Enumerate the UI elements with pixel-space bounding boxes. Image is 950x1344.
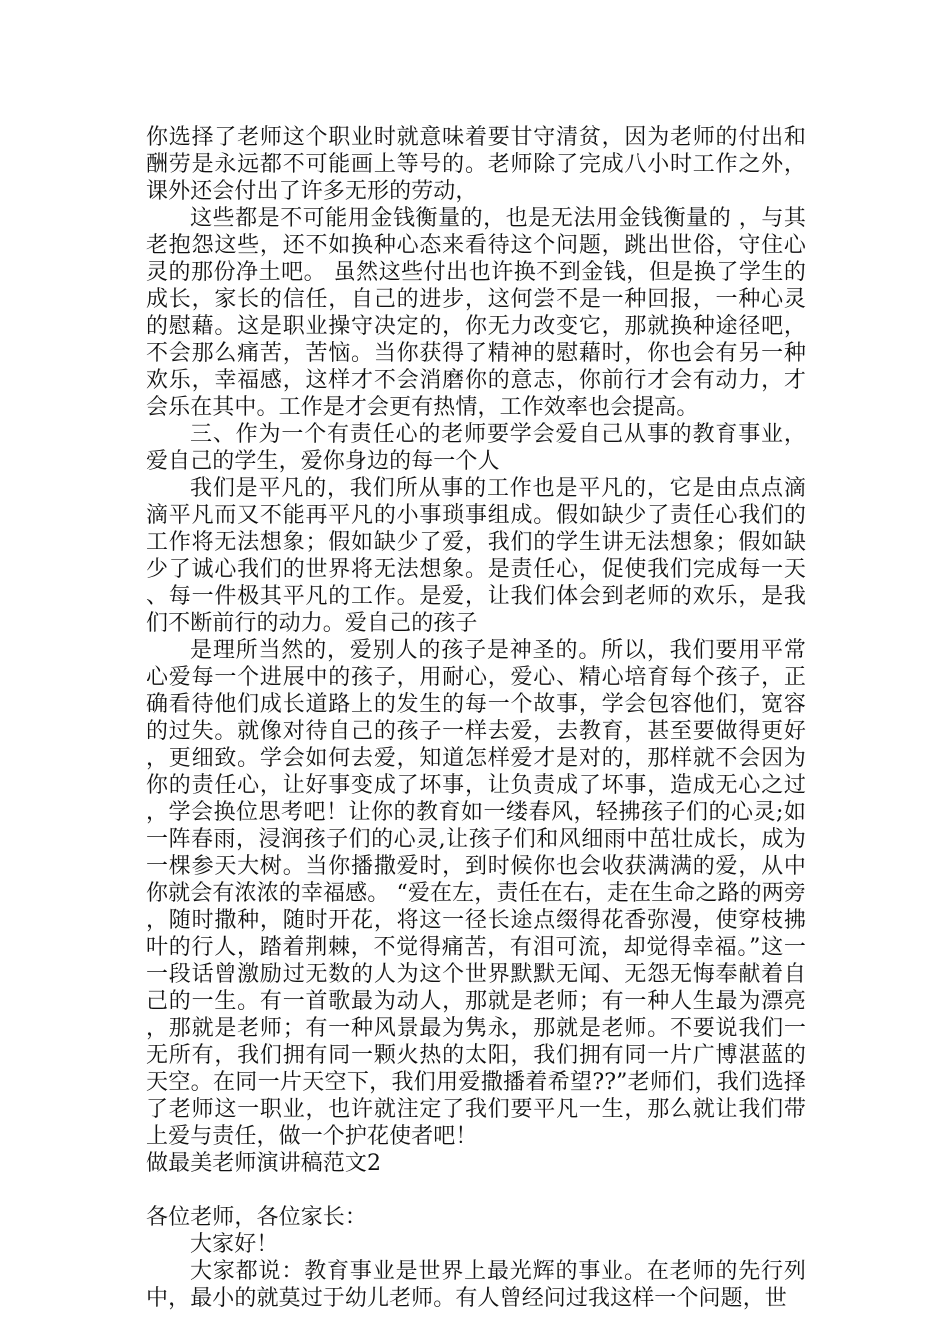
blank-line <box>146 1177 806 1204</box>
paragraph-5: 是理所当然的，爱别人的孩子是神圣的。所以，我们要用平常心爱每一个进展中的孩子，用耐心，爱心、精心培育每个孩子，正确看待他们成长道路上的发生的每一个故事，学会包容他们，宽容的过失。就像对待自己的孩子一样去爱，去教育，甚至要做得更好，更细致。学会如何去爱，知道怎样爱才是对的，那样就不会因为你的责任心，让好事变成了坏事，让负责成了坏事，造成无心之过，学会换位思考吧！让你的教育如一缕春风，轻拂孩子们的心灵;如一阵春雨，浸润孩子们的心灵,让孩子们和风细雨中茁壮成长，成为一棵参天大树。当你播撒爱时，到时候你也会收获满满的爱，从中你就会有浓浓的幸福感。 “爱在左，责任在右，走在生命之路的两旁，随时撒种，随时开花，将这一径长途点缀得花香弥漫，使穿枝拂叶的行人，踏着荆棘，不觉得痛苦，有泪可流，却觉得幸福。”这一一段话曾激励过无数的人为这个世界默默无闻、无怨无悔奉献着自己的一生。有一首歌最为动人，那就是老师；有一种人生最为漂亮，那就是老师；有一种风景最为隽永，那就是老师。不要说我们一无所有，我们拥有同一颗火热的太阳，我们拥有同一片广博湛蓝的天空。在同一片天空下，我们用爱撒播着希望??”老师们，我们选择了老师这一职业，也许就注定了我们要平凡一生，那么就让我们带上爱与责任，做一个护花使者吧！ <box>146 638 806 1149</box>
paragraph-1: 你选择了老师这个职业时就意味着要甘守清贫，因为老师的付出和酬劳是永远都不可能画上等号的。老师除了完成八小时工作之外，课外还会付出了许多无形的劳动， <box>146 125 806 204</box>
closing-paragraph: 大家都说：教育事业是世界上最光辉的事业。在老师的先行列中，最小的就莫过于幼儿老师。有人曾经问过我这样一个问题，世 <box>146 1259 806 1311</box>
paragraph-2: 这些都是不可能用金钱衡量的，也是无法用金钱衡量的 ，与其老抱怨这些，还不如换种心态来看待这个问题，跳出世俗，守住心灵的那份净土吧。 虽然这些付出也许换不到金钱，但是换了学生的成长，家长的信任，自己的进步，这何尝不是一种回报，一种心灵的慰藉。这是职业操守决定的，你无力改变它，那就换种途径吧，不会那么痛苦，苦恼。当你获得了精神的慰藉时，你也会有另一种欢乐，幸福感，这样才不会消磨你的意志，你前行才会有动力，才会乐在其中。工作是才会更有热情，工作效率也会提高。 <box>146 206 806 420</box>
section-title: 做最美老师演讲稿范文2 <box>146 1151 382 1176</box>
salutation: 各位老师，各位家长： <box>146 1205 368 1230</box>
greeting: 大家好！ <box>190 1232 279 1257</box>
paragraph-3-heading: 三、作为一个有责任心的老师要学会爱自己从事的教育事业，爱自己的学生，爱你身边的每一个人 <box>146 422 806 474</box>
document-page <box>146 124 806 1312</box>
paragraph-4: 我们是平凡的，我们所从事的工作也是平凡的，它是由点点滴滴平凡而又不能再平凡的小事琐事组成。假如缺少了责任心我们的工作将无法想象；假如缺少了爱，我们的学生讲无法想象；假如缺少了诚心我们的世界将无法想象。是责任心，促使我们完成每一天、每一件极其平凡的工作。是爱，让我们体会到老师的欢乐，是我们不断前行的动力。爱自己的孩子 <box>146 476 806 636</box>
